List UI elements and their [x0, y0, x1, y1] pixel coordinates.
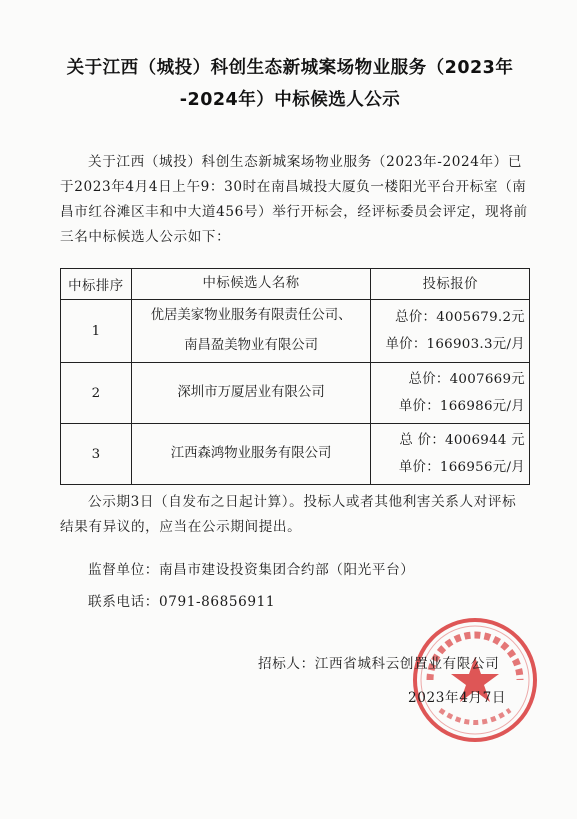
table-row	[61, 424, 530, 485]
notice-text: 公示期3日（自发布之日起计算）。投标人或者其他利害关系人对评标结果有异议的，应当在公示期间提出。	[60, 494, 517, 535]
phone-line: 联系电话：0791-86856911	[88, 594, 276, 610]
header-name: 中标候选人名称	[131, 269, 371, 300]
header-rank: 中标排序	[61, 269, 132, 300]
row-unit-price: 单价：166956元/月	[398, 460, 525, 475]
row-price	[371, 424, 530, 485]
row-name-line-1: 深圳市万厦居业有限公司	[177, 385, 325, 400]
intro-text: 关于江西（城投）科创生态新城案场物业服务（2023年-2024年）已于2023年4月4日上午9：30时在南昌城投大厦负一楼阳光平台开标室（南昌市红谷滩区丰和中大道456号）举行开标会，经评标委员会评定，现将前三名中标候选人公示如下：	[60, 154, 528, 245]
row-name-line-1: 优居美家物业服务有限责任公司、	[150, 308, 352, 323]
table-row	[61, 300, 530, 363]
row-price	[371, 363, 530, 424]
row-rank: 1	[61, 300, 132, 363]
row-unit-price: 单价：166986元/月	[398, 399, 525, 414]
row-total-price: 总 价：4006944 元	[399, 433, 525, 448]
row-rank: 2	[61, 363, 132, 424]
issuer-signature-line: 招标人：江西省城科云创置业有限公司	[258, 656, 500, 672]
row-total-price: 总价：4005679.2元	[395, 310, 525, 325]
row-name	[131, 363, 371, 424]
official-seal	[410, 615, 540, 745]
title-line-1: 关于江西（城投）科创生态新城案场物业服务（2023年	[66, 58, 514, 78]
row-rank: 3	[61, 424, 132, 485]
intro-paragraph	[60, 150, 530, 250]
supervisor-line: 监督单位：南昌市建设投资集团合约部（阳光平台）	[88, 562, 415, 578]
row-name	[131, 300, 371, 363]
row-name	[131, 424, 371, 485]
row-name-line-1: 江西森鸿物业服务有限公司	[170, 446, 332, 461]
row-unit-price: 单价：166903.3元/月	[385, 337, 525, 352]
issue-date: 2023年4月7日	[408, 690, 507, 706]
table-row	[61, 363, 530, 424]
table-header-row	[61, 269, 530, 300]
document-title	[40, 52, 540, 116]
row-price	[371, 300, 530, 363]
row-name-line-2: 南昌盈美物业有限公司	[184, 338, 319, 353]
header-price: 投标报价	[371, 269, 530, 300]
notice-paragraph	[60, 490, 530, 540]
candidate-table	[60, 268, 530, 485]
row-total-price: 总价：4007669元	[408, 372, 525, 387]
title-line-2: -2024年）中标候选人公示	[179, 90, 401, 110]
